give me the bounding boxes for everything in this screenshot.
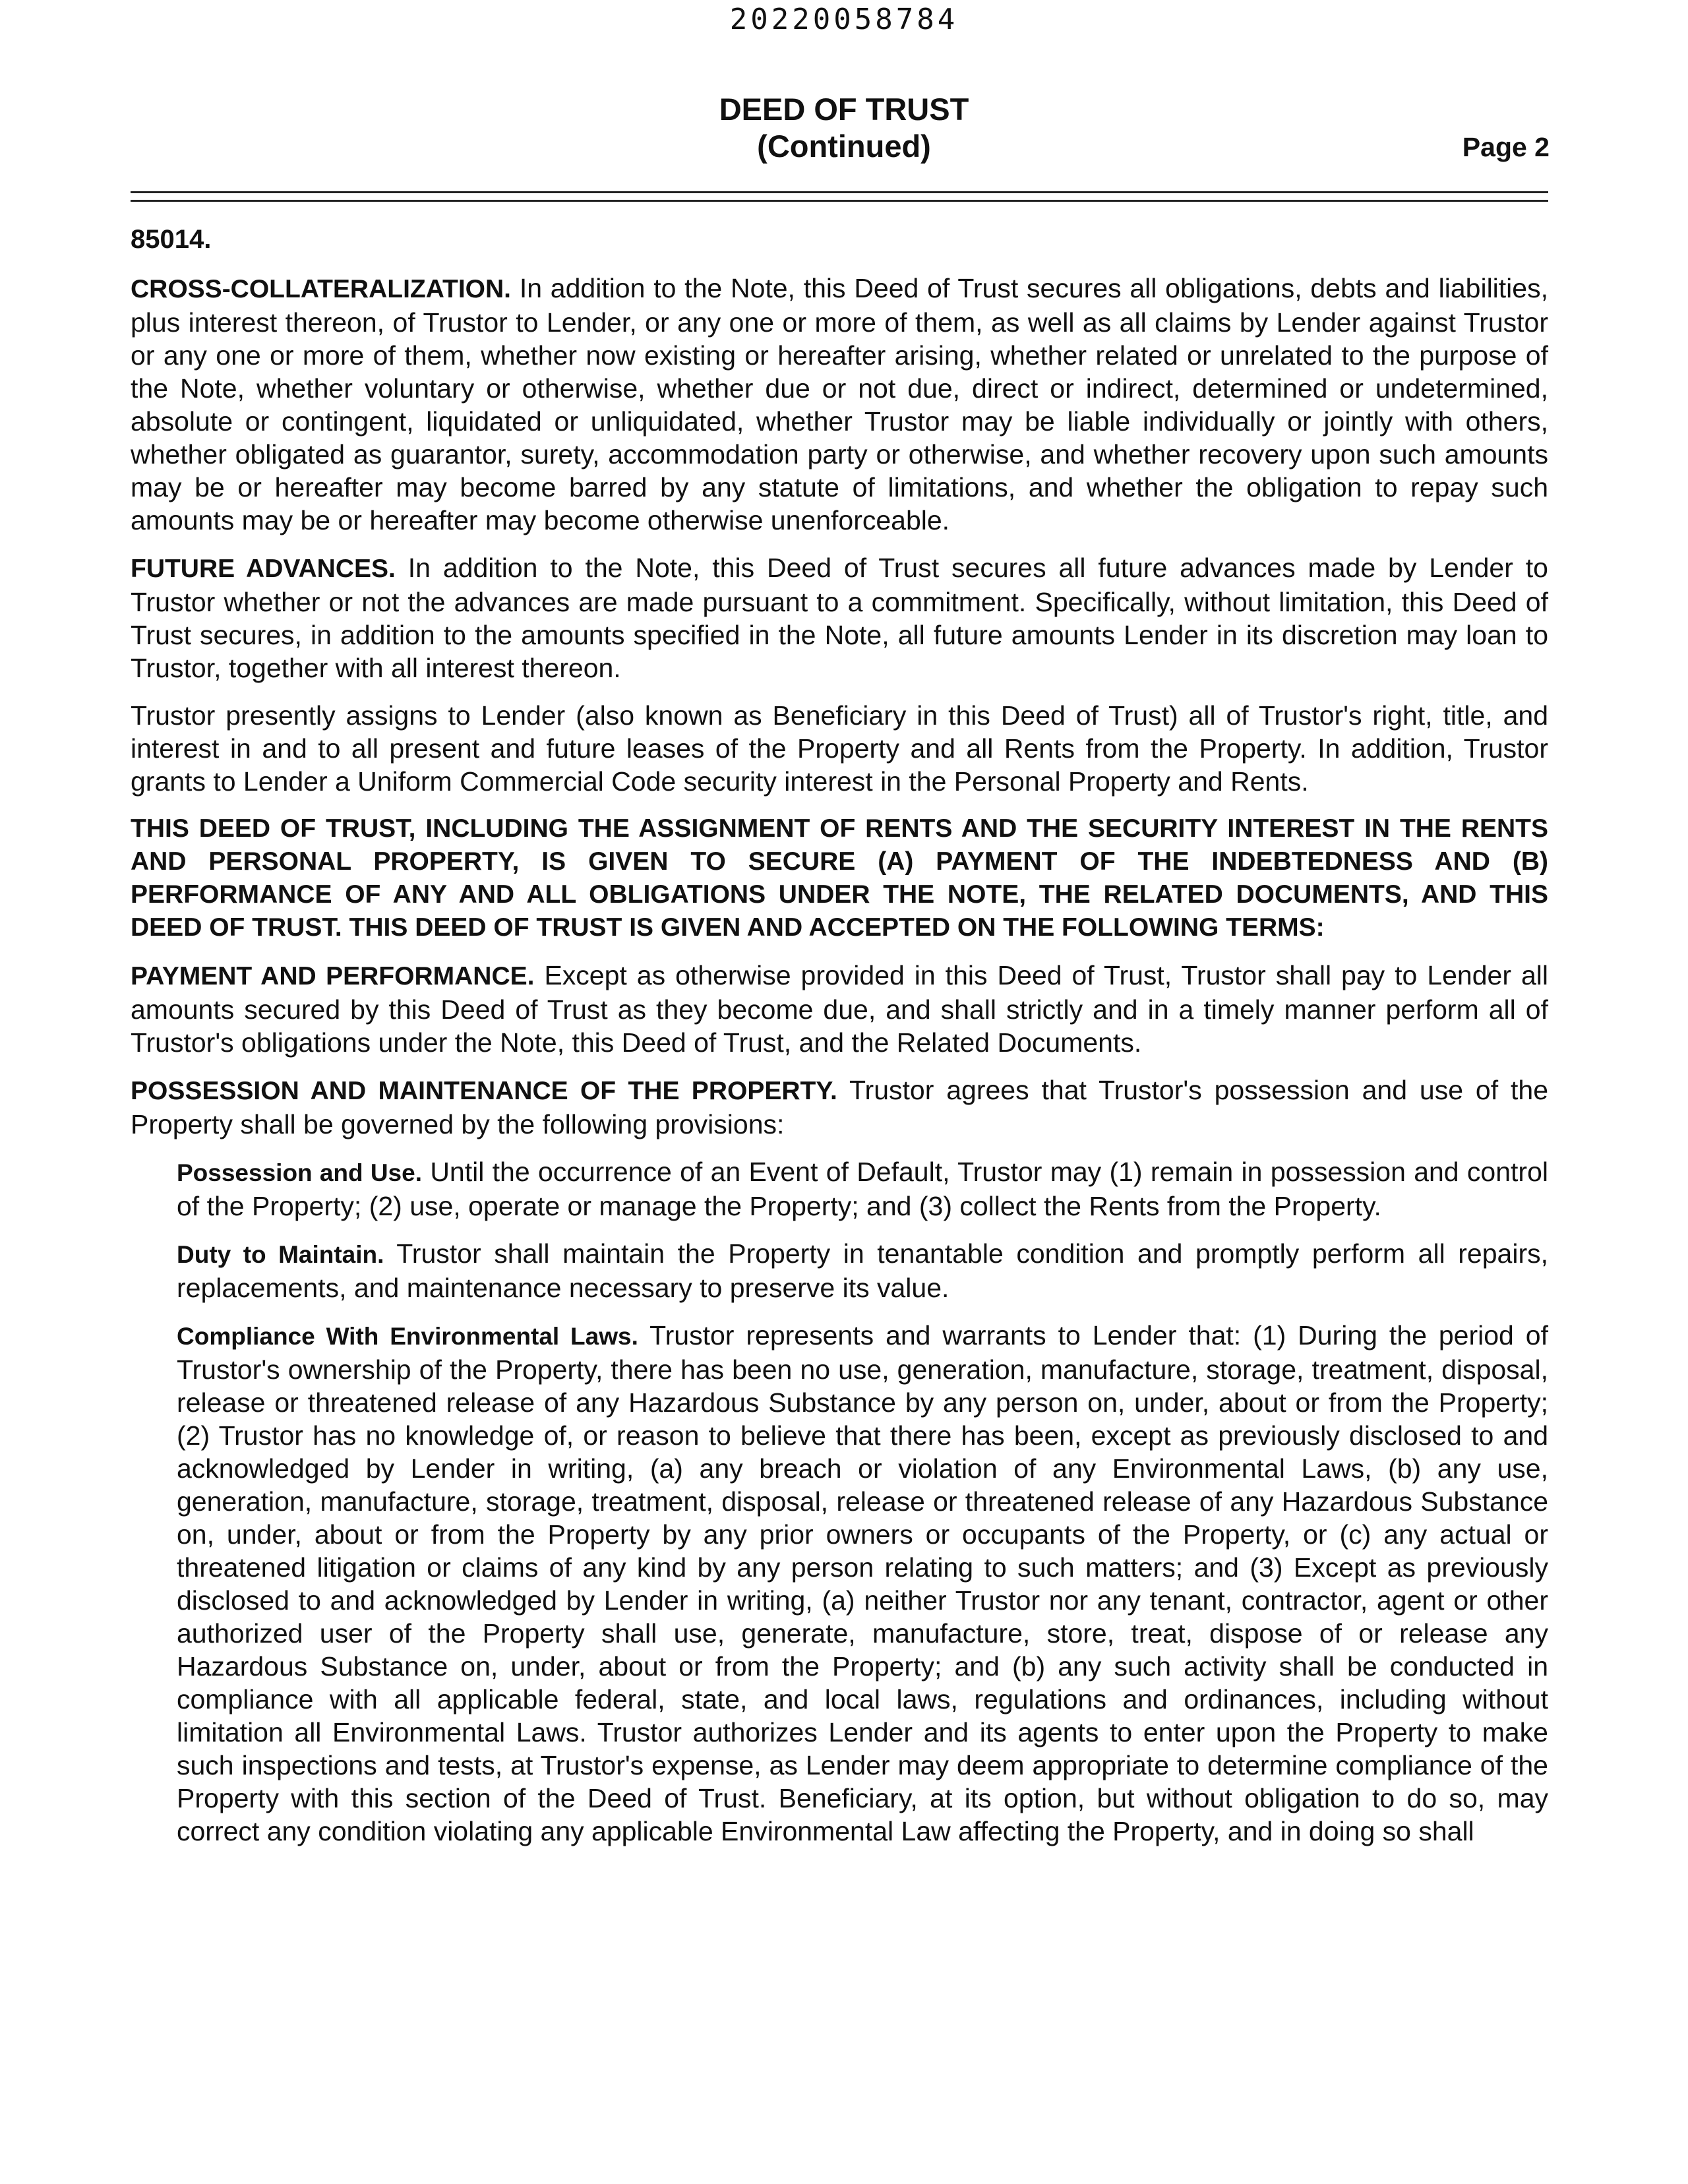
assignment-paragraph: Trustor presently assigns to Lender (also known as Beneficiary in this Deed of Trust) all of Trustor's right, title, and interest in and to all present and future leases of the Property and all Rents from the Property. In addition, Trustor grants to Lender a Uniform Commercial Code security interest in the Personal Property and Rents. [131, 700, 1548, 797]
subsection-text: Until the occurrence of an Event of Default, Trustor may (1) remain in possession and control of the Property; (2) use, operate or manage the Property; and (3) collect the Rents from the Property. [177, 1157, 1548, 1221]
section-text: Except as otherwise provided in this Deed of Trust, Trustor shall pay to Lender all amounts secured by this Deed of Trust as they become due, and shall strictly and in a timely manner perform all of Trustor's obligations under the Note, this Deed of Trust, and the Related Documents. [131, 960, 1548, 1058]
section-text: Trustor agrees that Trustor's possession and use of the Property shall be governed by the following provisions: [131, 1075, 1549, 1139]
header-divider-top [131, 191, 1548, 193]
section-heading: PAYMENT AND PERFORMANCE. [131, 962, 535, 990]
document-body [131, 223, 1548, 1862]
subsection-heading: Compliance With Environmental Laws. [177, 1323, 638, 1350]
future-advances-section [131, 551, 1548, 684]
recording-number: 20220058784 [729, 3, 959, 36]
section-text: In addition to the Note, this Deed of Trust secures all future advances made by Lender to Trustor whether or not the advances are made pursuant to a commitment. Specifically, without limitation, this Deed of Trust secures, in addition to the amounts specified in the Note, all future amounts Lender in its discretion may loan to Trustor, together with all interest thereon. [131, 553, 1548, 683]
possession-maintenance-section [131, 1074, 1548, 1141]
section-text: In addition to the Note, this Deed of Trust secures all obligations, debts and liabilities, plus interest thereon, of Trustor to Lender, or any one or more of them, as well as all claims by Lender against Trustor or any one or more of them, whether now existing or hereafter arising, whether related or unrelated to the purpose of the Note, whether voluntary or otherwise, whether due or not due, direct or indirect, determined or undetermined, absolute or contingent, liquidated or unliquidated, whether Trustor may be liable individually or jointly with others, whether obligated as guarantor, surety, accommodation party or otherwise, and whether recovery upon such amounts may be or hereafter may become barred by any statute of limitations, and whether the obligation to repay such amounts may be or hereafter may become otherwise unenforceable. [131, 273, 1548, 535]
document-title-main: DEED OF TRUST [719, 92, 969, 127]
subsection-text: Trustor represents and warrants to Lender that: (1) During the period of Trustor's ownership of the Property, there has been no use, generation, manufacture, storage, treatment, disposal, release or threatened release of any Hazardous Substance by any person on, under, about or from the Property; (2) Trustor has no knowledge of, or reason to believe that there has been, except as previously disclosed to and acknowledged by Lender in writing, (a) any breach or violation of any Environmental Laws, (b) any use, generation, manufacture, storage, treatment, disposal, release or threatened release of any Hazardous Substance on, under, about or from the Property by any prior owners or occupants of the Property, or (c) any actual or threatened litigation or claims of any kind by any person relating to such matters; and (3) Except as previously disclosed to and acknowledged by Lender in writing, (a) neither Trustor nor any tenant, contractor, agent or other authorized user of the Property shall use, generate, manufacture, store, treat, dispose of or release any Hazardous Substance on, under, about or from the Property; and (b) any such activity shall be conducted in compliance with all applicable federal, state, and local laws, regulations and ordinances, including without limitation all Environmental Laws. Trustor authorizes Lender and its agents to enter upon the Property to make such inspections and tests, at Trustor's expense, as Lender may deem appropriate to determine compliance of the Property with this section of the Deed of Trust. Beneficiary, at its option, but without obligation to do so, may correct any condition violating any applicable Environmental Law affecting the Property, and in doing so shall [177, 1320, 1549, 1846]
section-heading: POSSESSION AND MAINTENANCE OF THE PROPERTY. [131, 1077, 837, 1105]
section-heading: CROSS-COLLATERALIZATION. [131, 275, 512, 303]
document-title-continued: (Continued) [757, 129, 931, 164]
reference-number: 85014. [131, 225, 212, 254]
subsection-heading: Possession and Use. [177, 1159, 422, 1186]
page-number: Page 2 [1462, 132, 1550, 162]
possession-use-subsection [177, 1155, 1548, 1223]
terms-statement: THIS DEED OF TRUST, INCLUDING THE ASSIGNMENT OF RENTS AND THE SECURITY INTEREST IN THE RENTS AND PERSONAL PROPERTY, IS GIVEN TO SECURE (A) PAYMENT OF THE INDEBTEDNESS AND (B) PERFORMANCE OF ANY AND ALL OBLIGATIONS UNDER THE NOTE, THE RELATED DOCUMENTS, AND THIS DEED OF TRUST. THIS DEED OF TRUST IS GIVEN AND ACCEPTED ON THE FOLLOWING TERMS: [131, 814, 1548, 942]
cross-collateralization-section [131, 272, 1548, 537]
subsection-heading: Duty to Maintain. [177, 1241, 384, 1268]
duty-to-maintain-subsection [177, 1237, 1548, 1304]
environmental-laws-subsection [177, 1319, 1548, 1848]
payment-performance-section [131, 959, 1548, 1059]
header-divider-bottom [131, 200, 1548, 202]
subsection-text: Trustor shall maintain the Property in tenantable condition and promptly perform all repairs, replacements, and maintenance necessary to preserve its value. [177, 1238, 1548, 1303]
document-title [0, 91, 1688, 165]
section-heading: FUTURE ADVANCES. [131, 555, 396, 583]
